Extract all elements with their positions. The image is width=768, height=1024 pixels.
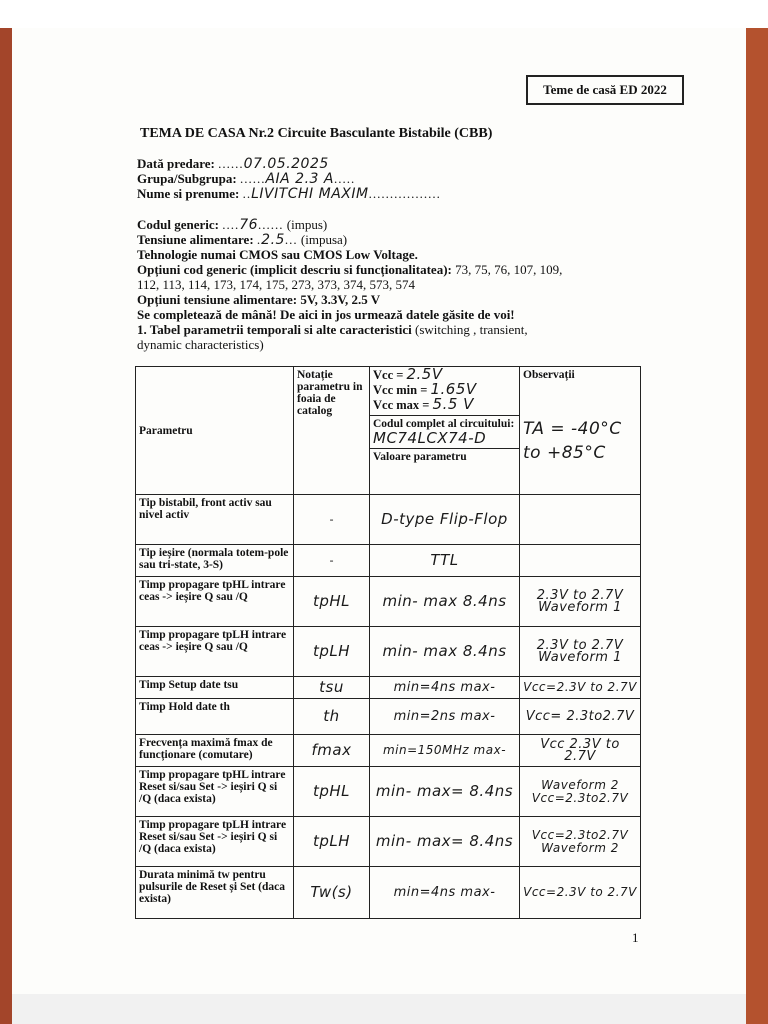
table-row — [136, 577, 641, 627]
header-param: Parametru — [136, 367, 294, 495]
manual-note — [137, 307, 515, 323]
vcc-label: Vcc = — [373, 368, 404, 382]
code-field: Codul generic: ....76...... (impus) — [137, 217, 328, 233]
group-value: AIA 2.3 A — [265, 171, 334, 187]
row-obs: 2.3V to 2.7V Waveform 1 — [520, 627, 641, 677]
section-heading — [137, 322, 528, 338]
row-notation: tpHL — [294, 767, 370, 817]
voltage-field: Tensiune alimentare: .2.5... (impusa) — [137, 232, 348, 248]
row-notation: tpLH — [294, 817, 370, 867]
name-field: Nume si prenume: ..LIVITCHI MAXIM................. — [137, 186, 441, 202]
row-notation: Tw(s) — [294, 867, 370, 919]
row-value: min- max 8.4ns — [370, 627, 520, 677]
voltage-value: 2.5 — [261, 232, 285, 248]
tech-line — [137, 247, 418, 263]
vcc-max-value: 5.5 V — [432, 395, 474, 413]
vcc-max-label: Vcc max = — [373, 398, 430, 412]
row-notation: - — [294, 545, 370, 577]
value-label: Valoare parametru — [370, 448, 519, 465]
obs-label: Observații — [523, 369, 575, 381]
group-label: Grupa/Subgrupa: — [137, 171, 237, 186]
row-value: min=4ns max- — [370, 677, 520, 699]
options-voltage-label: Opțiuni tensiune alimentare: — [137, 292, 298, 307]
row-value: D-type Flip-Flop — [370, 495, 520, 545]
vcc-min-value: 1.65V — [430, 380, 477, 398]
date-label: Dată predare: — [137, 156, 215, 171]
row-notation: tpHL — [294, 577, 370, 627]
name-value: LIVITCHI MAXIM — [251, 186, 369, 202]
date-value: 07.05.2025 — [243, 156, 329, 172]
row-value: min=2ns max- — [370, 699, 520, 735]
table-row — [136, 735, 641, 767]
row-notation: fmax — [294, 735, 370, 767]
row-value: TTL — [370, 545, 520, 577]
row-notation: tpLH — [294, 627, 370, 677]
table-row — [136, 867, 641, 919]
row-value: min- max= 8.4ns — [370, 817, 520, 867]
row-param: Tip bistabil, front activ sau nivel activ — [136, 495, 294, 545]
page-shadow — [12, 994, 746, 1024]
row-param: Timp propagare tpLH intrare Reset si/sau Set -> ieșiri Q si /Q (daca exista) — [136, 817, 294, 867]
desk-edge-left — [0, 28, 12, 1024]
table-header-row — [136, 367, 641, 495]
vcc-min-label: Vcc min = — [373, 383, 428, 397]
vcc-value: 2.5V — [406, 366, 443, 383]
row-obs — [520, 495, 641, 545]
table-row — [136, 495, 641, 545]
table-row — [136, 627, 641, 677]
course-badge: Teme de casă ED 2022 — [526, 75, 684, 105]
row-value: min- max= 8.4ns — [370, 767, 520, 817]
row-obs: Vcc 2.3V to 2.7V — [520, 735, 641, 767]
manual-note-text: Se completează de mână! De aici in jos urmează datele găsite de voi! — [137, 307, 515, 322]
row-notation: tsu — [294, 677, 370, 699]
row-value: min- max 8.4ns — [370, 577, 520, 627]
row-value: min=4ns max- — [370, 867, 520, 919]
code-note: (impus) — [286, 217, 328, 232]
group-field: Grupa/Subgrupa: ......AIA 2.3 A..... — [137, 171, 356, 187]
options-code-values: 73, 75, 76, 107, 109, — [455, 262, 563, 277]
row-param: Timp Hold date th — [136, 699, 294, 735]
obs-temperature: TA = -40°C to +85°C — [523, 419, 622, 463]
header-obs-cell — [520, 367, 641, 495]
options-voltage-line — [137, 292, 380, 308]
voltage-note: (impusa) — [300, 232, 348, 247]
title-bold: TEMA DE CASA Nr.2 — [140, 126, 275, 141]
table-row — [136, 677, 641, 699]
code-label: Codul generic: — [137, 217, 219, 232]
table-row — [136, 545, 641, 577]
desk-edge-right — [746, 28, 768, 1024]
section-heading-bold: 1. Tabel parametrii temporali si alte caracteristici — [137, 322, 412, 337]
row-obs: Waveform 2 Vcc=2.3to2.7V — [520, 767, 641, 817]
row-obs: Vcc= 2.3to2.7V — [520, 699, 641, 735]
options-code-label: Opțiuni cod generic (implicit descriu si funcționalitatea): — [137, 262, 452, 277]
page-title — [140, 126, 492, 142]
header-notation: Notație parametru in foaia de catalog — [294, 367, 370, 495]
parameters-table — [135, 366, 641, 919]
row-obs — [520, 545, 641, 577]
row-param: Frecvența maximă fmax de funcționare (comutare) — [136, 735, 294, 767]
row-value: min=150MHz max- — [370, 735, 520, 767]
date-field: Dată predare: ......07.05.2025 — [137, 156, 329, 172]
row-param: Timp propagare tpHL intrare Reset si/sau Set -> ieșiri Q si /Q (daca exista) — [136, 767, 294, 817]
row-param: Timp propagare tpLH intrare ceas -> ieșire Q sau /Q — [136, 627, 294, 677]
table-row — [136, 767, 641, 817]
row-obs: Vcc=2.3V to 2.7V — [520, 867, 641, 919]
row-param: Durata minimă tw pentru pulsurile de Reset și Set (daca exista) — [136, 867, 294, 919]
section-heading-line2: dynamic characteristics) — [137, 337, 264, 352]
row-notation: th — [294, 699, 370, 735]
code-full-value: MC74LCX74-D — [373, 429, 487, 447]
title-rest: Circuite Basculante Bistabile (CBB) — [277, 126, 493, 141]
options-code-line2: 112, 113, 114, 173, 174, 175, 273, 373, 374, 573, 574 — [137, 277, 416, 292]
row-param: Timp propagare tpHL intrare ceas -> ieșire Q sau /Q — [136, 577, 294, 627]
row-notation: - — [294, 495, 370, 545]
name-label: Nume si prenume: — [137, 186, 240, 201]
table-row — [136, 699, 641, 735]
row-param: Timp Setup date tsu — [136, 677, 294, 699]
row-obs: Vcc=2.3V to 2.7V — [520, 677, 641, 699]
options-code-line — [137, 262, 562, 278]
tech-text: Tehnologie numai CMOS sau CMOS Low Voltage. — [137, 247, 418, 262]
row-obs: 2.3V to 2.7V Waveform 1 — [520, 577, 641, 627]
row-obs: Vcc=2.3to2.7V Waveform 2 — [520, 817, 641, 867]
table-row — [136, 817, 641, 867]
voltage-label: Tensiune alimentare: — [137, 232, 254, 247]
code-value: 76 — [239, 217, 259, 233]
code-full-label: Codul complet al circuitului: — [373, 418, 515, 430]
row-param: Tip ieșire (normala totem-pole sau tri-state, 3-S) — [136, 545, 294, 577]
section-heading-rest: (switching , transient, — [414, 322, 528, 337]
options-voltage-values: 5V, 3.3V, 2.5 V — [300, 292, 381, 307]
page-number: 1 — [632, 930, 639, 945]
header-vcc-cell — [370, 367, 520, 495]
